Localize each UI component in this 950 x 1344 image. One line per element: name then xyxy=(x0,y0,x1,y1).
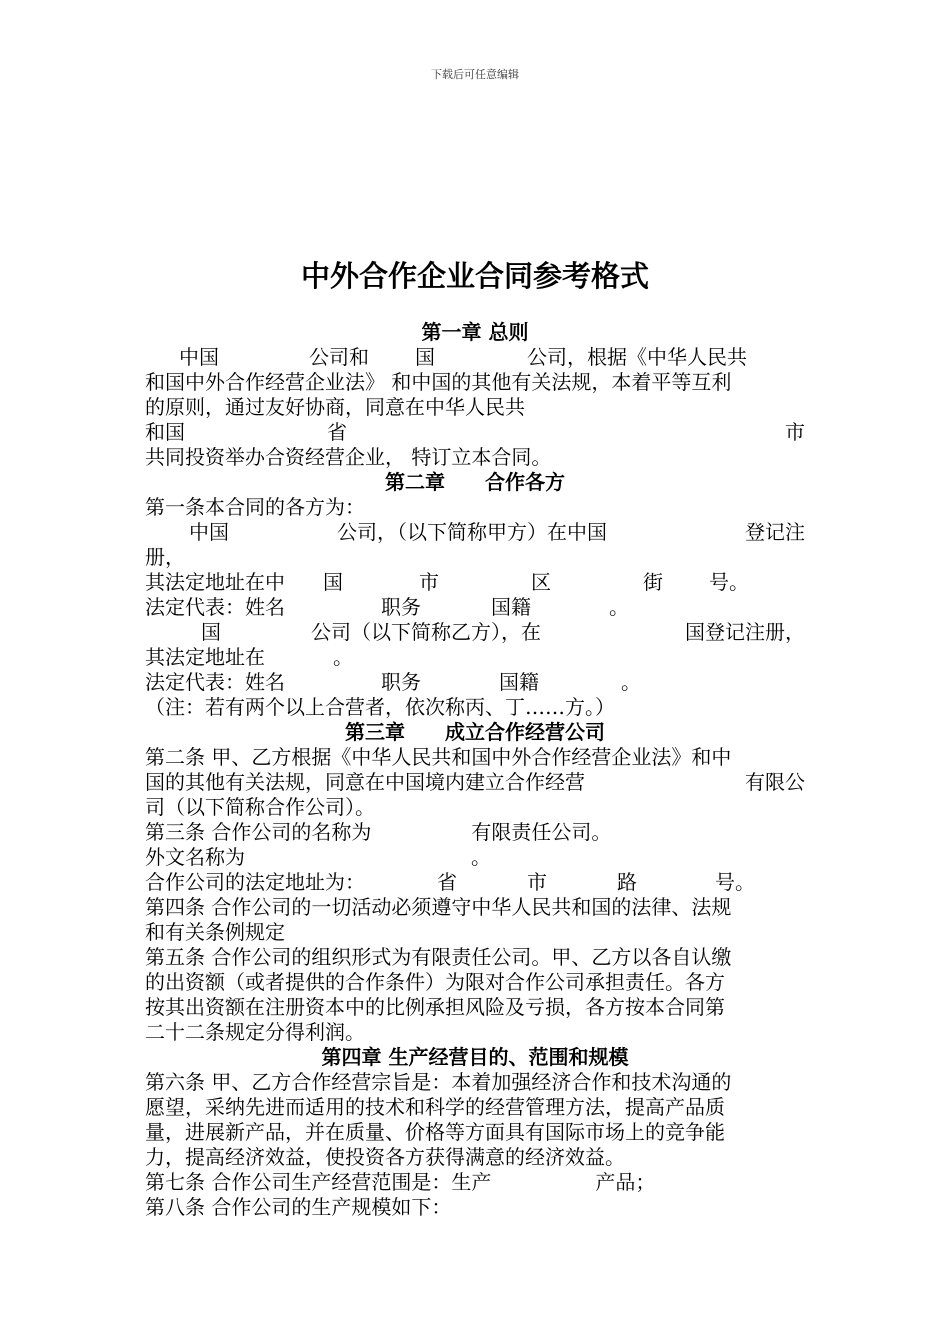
blank-text: 国登记注册， xyxy=(685,620,805,644)
blank-text: 区 xyxy=(531,570,551,594)
paragraph-line: 共同投资举办合资经营企业， 特订立本合同。 xyxy=(145,445,552,469)
ch1-location-line xyxy=(145,420,805,445)
blank-text: 号。 xyxy=(709,570,749,594)
blank-text: 国 xyxy=(415,345,435,369)
paragraph-line: 和国中外合作经营企业法》 和中国的其他有关法规，本着平等互利 xyxy=(145,370,732,394)
blank-text: 职务 xyxy=(381,670,421,694)
ch1-intro-line xyxy=(145,345,805,370)
article-3 xyxy=(145,820,805,845)
blank-text: 国 xyxy=(323,570,343,594)
blank-text: 第七条 合作公司生产经营范围是：生产 xyxy=(145,1170,492,1194)
article-7 xyxy=(145,1170,805,1195)
blank-text: 。 xyxy=(471,845,491,869)
paragraph-line: 和有关条例规定 xyxy=(145,920,285,944)
blank-text: 省 xyxy=(327,420,347,444)
blank-text: 街 xyxy=(643,570,663,594)
paragraph-line: 按其出资额在注册资本中的比例承担风险及亏损，各方按本合同第 xyxy=(145,995,725,1019)
paragraph-line: 愿望，采纳先进而适用的技术和科学的经营管理方法，提高产品质 xyxy=(145,1095,725,1119)
blank-text: 公司（以下简称乙方），在 xyxy=(311,620,541,644)
blank-text: 职务 xyxy=(381,595,421,619)
blank-text: 中国 xyxy=(179,345,219,369)
article-2-line xyxy=(145,770,805,795)
paragraph-line: 力，提高经济效益，使投资各方获得满意的经济效益。 xyxy=(145,1145,625,1169)
header-note: 下载后可任意编辑 xyxy=(431,68,519,81)
company-address-line xyxy=(145,870,805,895)
foreign-name-line xyxy=(145,845,805,870)
blank-text: 法定代表：姓名 xyxy=(145,595,285,619)
blank-text: 公司，根据《中华人民共 xyxy=(527,345,747,369)
article-2: 第二条 甲、乙方根据《中华人民共和国中外合作经营企业法》和中 xyxy=(145,745,732,769)
party-a-line xyxy=(145,520,805,545)
chapter-4-heading: 第四章 生产经营目的、范围和规模 xyxy=(321,1045,629,1069)
blank-text: 。 xyxy=(609,595,629,619)
paragraph-line: 量，进展新产品，并在质量、价格等方面具有国际市场上的竞争能 xyxy=(145,1120,725,1144)
blank-text: 市 xyxy=(419,570,439,594)
note-line: （注：若有两个以上合营者，依次称丙、丁……方。） xyxy=(145,695,615,719)
paragraph-line: 册， xyxy=(145,545,185,569)
blank-text: 市 xyxy=(527,870,547,894)
blank-text: 和国 xyxy=(145,420,185,444)
article-4: 第四条 合作公司的一切活动必须遵守中华人民共和国的法律、法规 xyxy=(145,895,732,919)
party-b-line xyxy=(145,620,805,645)
blank-text: 有限责任公司。 xyxy=(471,820,612,844)
blank-text: 合作公司的法定地址为： xyxy=(145,870,365,894)
blank-text: 国 xyxy=(201,620,221,644)
blank-text: 国籍 xyxy=(499,670,539,694)
party-b-address xyxy=(145,645,805,670)
chapter-2-heading: 第二章 合作各方 xyxy=(385,470,565,494)
blank-text: 。 xyxy=(333,645,353,669)
blank-text: 其法定地址在中 xyxy=(145,570,285,594)
blank-text: 登记注 xyxy=(745,520,805,544)
document-title: 中外合作企业合同参考格式 xyxy=(300,259,649,293)
blank-text: 外文名称为 xyxy=(145,845,245,869)
blank-text: 产品； xyxy=(595,1170,656,1194)
paragraph-line: 的出资额（或者提供的合作条件）为限对合作公司承担责任。各方 xyxy=(145,970,725,994)
blank-text: 省 xyxy=(437,870,457,894)
chapter-3-heading: 第三章 成立合作经营公司 xyxy=(345,720,605,744)
blank-text: 有限公 xyxy=(745,770,805,794)
blank-text: 中国 xyxy=(189,520,229,544)
article-6: 第六条 甲、乙方合作经营宗旨是：本着加强经济合作和技术沟通的 xyxy=(145,1070,732,1094)
blank-text: 国籍 xyxy=(491,595,531,619)
paragraph-line: 司（以下简称合作公司）。 xyxy=(145,795,375,819)
blank-text: 市 xyxy=(785,420,805,444)
party-b-representative xyxy=(145,670,805,695)
blank-text: 号。 xyxy=(715,870,755,894)
blank-text: 国的其他有关法规，同意在中国境内建立合作经营 xyxy=(145,770,585,794)
blank-text: 法定代表：姓名 xyxy=(145,670,285,694)
blank-text: 公司，（以下简称甲方）在中国 xyxy=(337,520,607,544)
party-a-address xyxy=(145,570,805,595)
blank-text: 第三条 合作公司的名称为 xyxy=(145,820,372,844)
article-5: 第五条 合作公司的组织形式为有限责任公司。甲、乙方以各自认缴 xyxy=(145,945,732,969)
blank-text: 公司和 xyxy=(309,345,369,369)
blank-text: 。 xyxy=(621,670,641,694)
paragraph-line: 二十二条规定分得利润。 xyxy=(145,1020,365,1044)
blank-text: 路 xyxy=(617,870,637,894)
blank-text: 其法定地址在 xyxy=(145,645,265,669)
chapter-1-heading: 第一章 总则 xyxy=(421,320,529,344)
party-a-representative xyxy=(145,595,805,620)
article-8: 第八条 合作公司的生产规模如下： xyxy=(145,1195,452,1219)
article-1: 第一条本合同的各方为： xyxy=(145,495,365,519)
paragraph-line: 的原则，通过友好协商，同意在中华人民共 xyxy=(145,395,525,419)
document-body xyxy=(145,320,805,1220)
